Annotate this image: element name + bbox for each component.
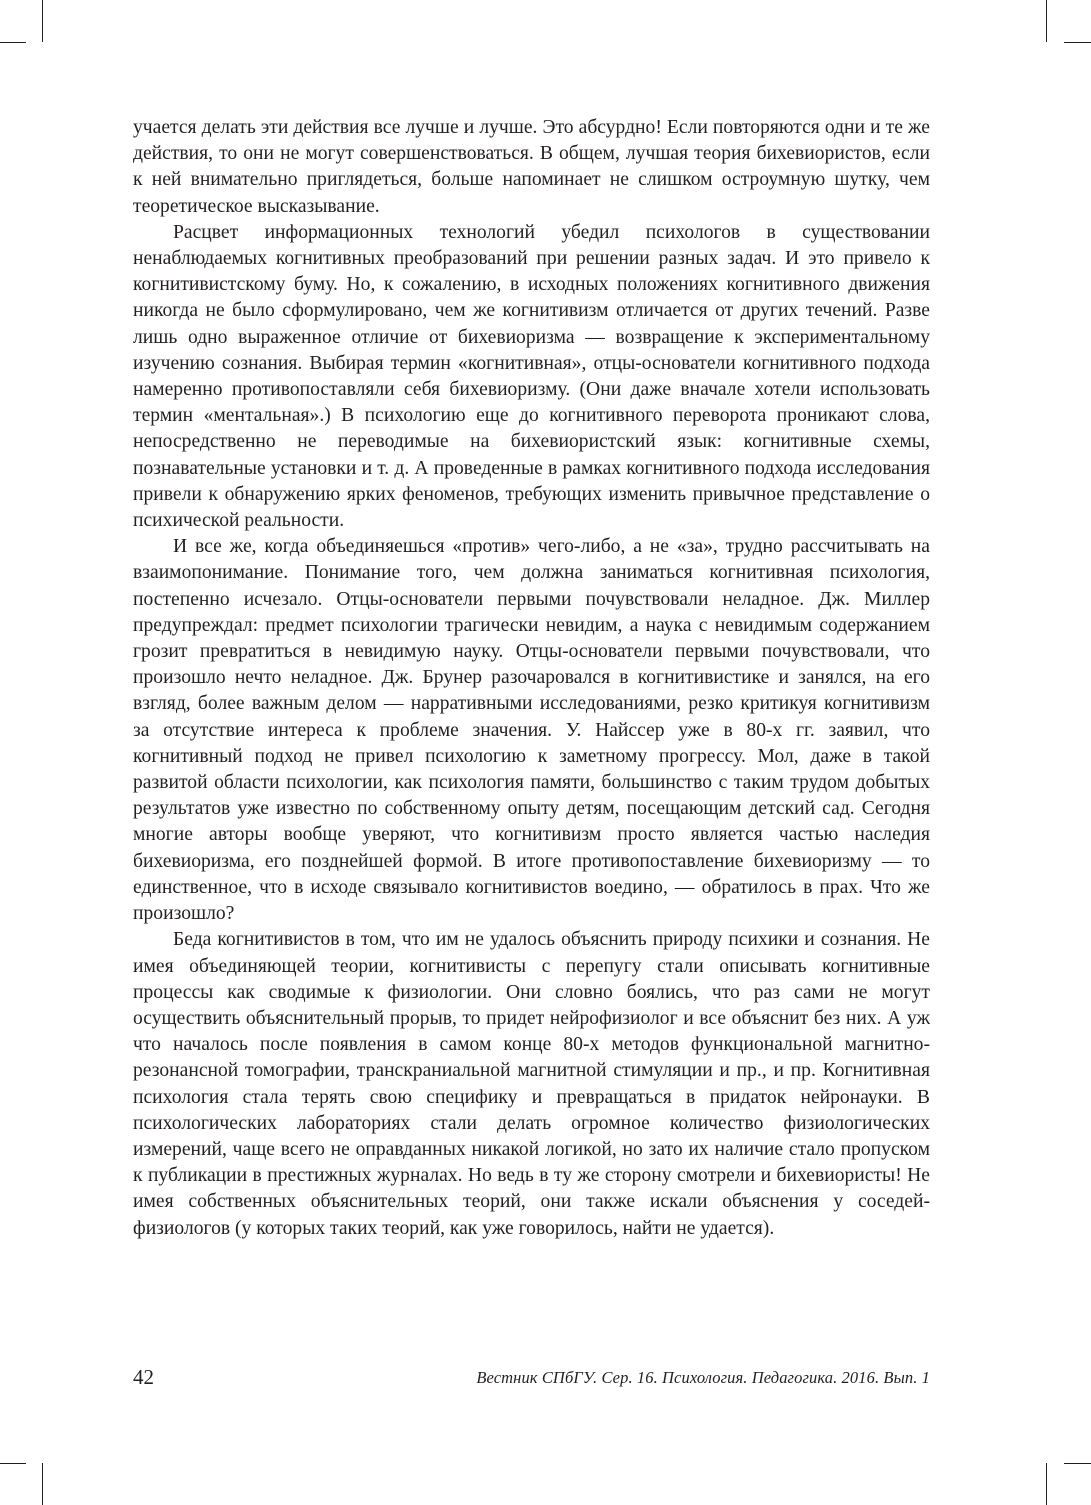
page-footer bbox=[133, 1362, 930, 1392]
crop-mark-right-top bbox=[1064, 42, 1091, 43]
crop-mark-top-right bbox=[1046, 0, 1047, 42]
crop-mark-left-bottom bbox=[0, 1463, 26, 1464]
running-title: Вестник СПбГУ. Сер. 16. Психология. Педагогика. 2016. Вып. 1 bbox=[476, 1368, 930, 1387]
page-number: 42 bbox=[133, 1365, 154, 1389]
crop-mark-bottom-right bbox=[1046, 1463, 1047, 1505]
crop-mark-bottom-left bbox=[42, 1463, 43, 1505]
paragraph-3: И все же, когда объединяешься «против» чего-либо, а не «за», трудно рассчитывать на взаимопонимание. Понимание того, чем должна заниматься когнитивная психология, постепенно исчезало. Отцы-основатели первыми почувствовали неладное. Дж. Миллер предупреждал: предмет психологии трагически невидим, а наука с невидимым содержанием грозит превратиться в невидимую науку. Отцы-основатели первыми почувствовали, что произошло нечто неладное. Дж. Брунер разочаровался в когнитивистике и занялся, на его взгляд, более важным делом — нарративными исследованиями, резко критикуя когнитивизм за отсутствие интереса к проблеме значения. У. Найссер уже в 80-х гг. заявил, что когнитивный подход не привел психологию к заметному прогрессу. Мол, даже в такой развитой области психологии, как психология памяти, большинство с таким трудом добытых результатов уже известно по собственному опыту детям, посещающим детский сад. Сегодня многие авторы вообще уверяют, что когнитивизм просто является частью наследия бихевиоризма, его позднейшей формой. В итоге противопоставление бихевиоризму — то единственное, что в исходе связывало когнитивистов воедино, — обратилось в прах. Что же произошло? bbox=[133, 536, 930, 925]
crop-mark-right-bottom bbox=[1064, 1463, 1091, 1464]
paragraph-1: учается делать эти действия все лучше и лучше. Это абсурдно! Если повторяются одни и те же действия, то они не могут совершенствоваться. В общем, лучшая теория бихевиористов, если к ней внимательно приглядеться, больше напоминает не слишком остроумную шутку, чем теоретическое высказывание. bbox=[133, 117, 930, 217]
paragraph-4: Беда когнитивистов в том, что им не удалось объяснить природу психики и сознания. Не имея объединяющей теории, когнитивисты с перепугу стали описывать когнитивные процессы как сводимые к физиологии. Они словно боялись, что раз сами не могут осуществить объяснительный прорыв, то придет нейрофизиолог и все объяснит без них. А уж что началось после появления в самом конце 80-х методов функциональной магнитно-резонансной томографии, транскраниальной магнитной стимуляции и пр., и пр. Когнитивная психология стала терять свою специфику и превращаться в придаток нейронауки. В психологических лабораториях стали делать огромное количество физиологических измерений, чаще всего не оправданных никакой логикой, но зато их наличие стало пропуском к публикации в престижных журналах. Но ведь в ту же сторону смотрели и бихевиористы! Не имея собственных объяснительных теорий, они также искали объяснения у соседей-физиологов (у которых таких теорий, как уже говорилось, найти не удается). bbox=[133, 929, 930, 1239]
article-body bbox=[133, 115, 930, 1242]
crop-mark-top-left bbox=[42, 0, 43, 42]
crop-mark-left-top bbox=[0, 42, 26, 43]
paragraph-2: Расцвет информационных технологий убедил психологов в существовании ненаблюдаемых когнитивных преобразований при решении разных задач. И это привело к когнитивистскому буму. Но, к сожалению, в исходных положениях когнитивного движения никогда не было сформулировано, чем же когнитивизм отличается от других течений. Разве лишь одно выраженное отличие от бихевиоризма — возвращение к экспериментальному изучению сознания. Выбирая термин «когнитивная», отцы-основатели когнитивного подхода намеренно противопоставляли себя бихевиоризму. (Они даже вначале хотели использовать термин «ментальная».) В психологию еще до когнитивного переворота проникают слова, непосредственно не переводимые на бихевиористский язык: когнитивные схемы, познавательные установки и т. д. А проведенные в рамках когнитивного подхода исследования привели к обнаружению ярких феноменов, требующих изменить привычное представление о психической реальности. bbox=[133, 221, 930, 532]
